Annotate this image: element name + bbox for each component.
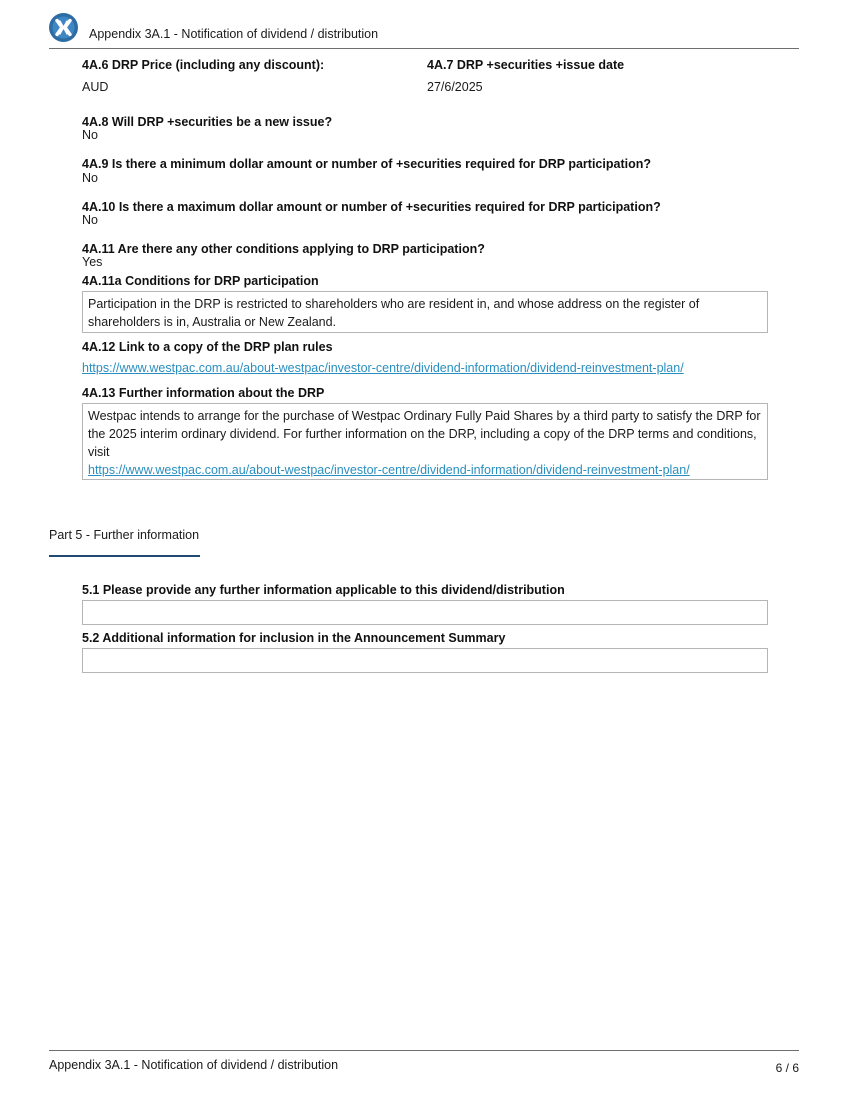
q-5-1-label: 5.1 Please provide any further information applicable to this dividend/distribution [82, 583, 565, 597]
q-4a13-label: 4A.13 Further information about the DRP [82, 386, 325, 400]
q-4a13-text: Westpac intends to arrange for the purchase of Westpac Ordinary Fully Paid Shares by a third party to satisfy the DRP for the 2025 interim ordinary dividend. For further information on the DRP, including a copy of the DRP terms and conditions, visit [88, 409, 761, 459]
q-4a9-label: 4A.9 Is there a minimum dollar amount or number of +securities required for DRP participation? [82, 157, 651, 171]
q-4a11a-label: 4A.11a Conditions for DRP participation [82, 274, 319, 288]
q-4a11-value: Yes [82, 255, 103, 269]
q-4a11a-value: Participation in the DRP is restricted to shareholders who are resident in, and whose address on the register of shareholders is in, Australia or New Zealand. [88, 297, 700, 329]
drp-info-link[interactable]: https://www.westpac.com.au/about-westpac/investor-centre/dividend-information/dividend-reinvestment-plan/ [88, 463, 690, 477]
q-4a6-value: AUD [82, 80, 109, 94]
q-4a8-value: No [82, 128, 98, 142]
q-5-2-field [82, 648, 768, 673]
q-4a7-value: 27/6/2025 [427, 80, 483, 94]
q-4a8-label: 4A.8 Will DRP +securities be a new issue? [82, 115, 333, 129]
q-4a10-value: No [82, 213, 98, 227]
part5-underline [49, 555, 200, 557]
q-4a9-value: No [82, 171, 98, 185]
q-4a7-label: 4A.7 DRP +securities +issue date [427, 58, 625, 72]
footer-divider [49, 1050, 799, 1051]
footer-title: Appendix 3A.1 - Notification of dividend / distribution [49, 1058, 339, 1072]
q-5-2-label: 5.2 Additional information for inclusion in the Announcement Summary [82, 631, 506, 645]
q-4a11-label: 4A.11 Are there any other conditions applying to DRP participation? [82, 242, 485, 256]
page-number: 6 / 6 [775, 1061, 799, 1075]
q-4a12-label: 4A.12 Link to a copy of the DRP plan rules [82, 340, 333, 354]
q-4a11a-box [82, 291, 768, 333]
q-4a10-label: 4A.10 Is there a maximum dollar amount or number of +securities required for DRP participation? [82, 200, 661, 214]
drp-plan-rules-link[interactable]: https://www.westpac.com.au/about-westpac/investor-centre/dividend-information/dividend-reinvestment-plan/ [82, 361, 684, 375]
asx-logo-icon [49, 13, 78, 42]
header-title: Appendix 3A.1 - Notification of dividend / distribution [89, 27, 379, 41]
q-4a6-label: 4A.6 DRP Price (including any discount): [82, 58, 325, 72]
header-divider [49, 48, 799, 49]
q-4a13-box [82, 403, 768, 480]
q-5-1-field [82, 600, 768, 625]
part5-title: Part 5 - Further information [49, 528, 200, 542]
